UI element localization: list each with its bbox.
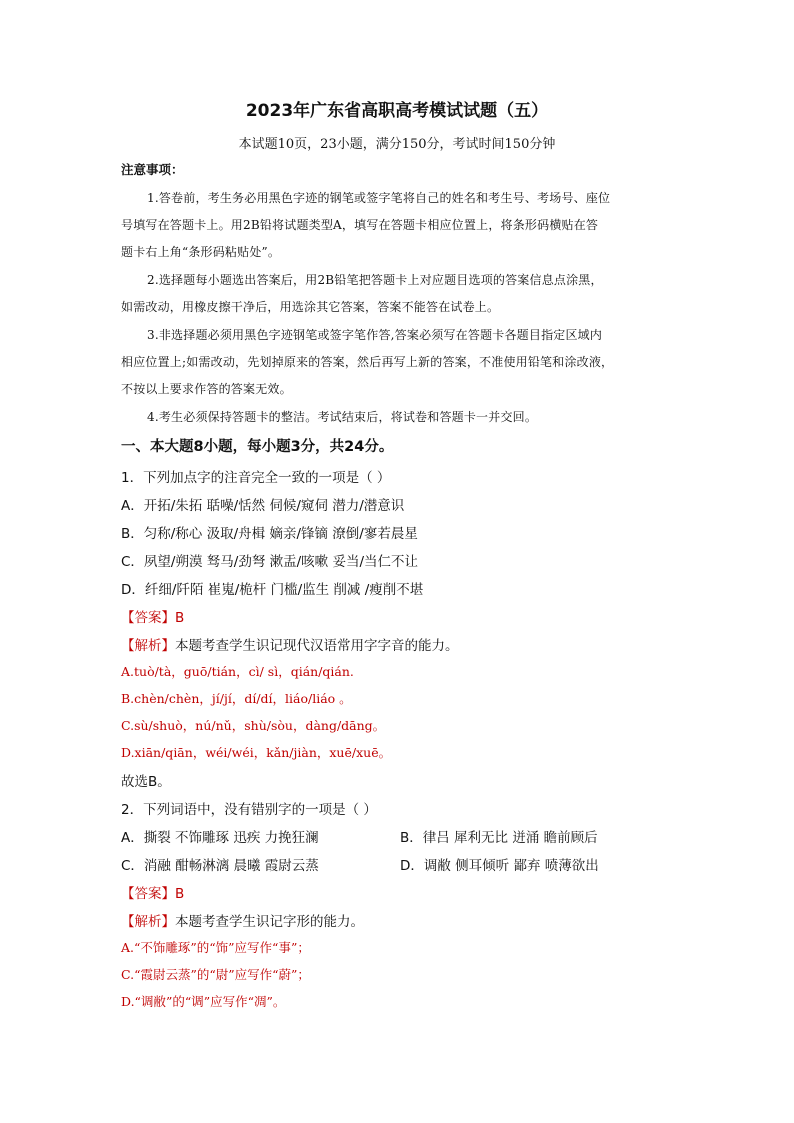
question-1-detail: D.xiān/qiān，wéi/wéi，kǎn/jiàn，xuē/xuē。 [121, 745, 392, 760]
analysis-text: 本题考查学生识记现代汉语常用字字音的能力。 [175, 638, 459, 654]
question-1-answer [121, 606, 184, 626]
question-1-option-b: B．匀称/称心 汲取/舟楫 嫡亲/锋镝 潦倒/寥若晨星 [121, 526, 418, 542]
notice-line: 不按以上要求作答的答案无效。 [121, 382, 292, 396]
question-2-stem: 2．下列词语中，没有错别字的一项是（ ） [121, 802, 377, 818]
notice-line: 1.答卷前，考生务必用黑色字迹的钢笔或签字笔将自己的姓名和考生号、考场号、座位 [147, 191, 611, 205]
page-title: 2023年广东省高职高考模试试题（五） [245, 101, 549, 121]
question-1-option-c: C．夙望/朔漠 驽马/劲弩 漱盂/咳嗽 妥当/当仁不让 [121, 554, 418, 570]
section-heading: 一、本大题8小题，每小题3分，共24分。 [121, 439, 394, 455]
answer-value: B [175, 610, 185, 626]
analysis-tag: 【解析】 [121, 638, 175, 654]
question-2-option-a: A．撕裂 不饰雕琢 迅疾 力挽狂澜 [121, 830, 319, 846]
question-1-stem: 1．下列加点字的注音完全一致的一项是（ ） [121, 470, 391, 486]
question-2-detail: A.“不饰雕琢”的“饰”应写作“事”； [121, 940, 310, 955]
question-2-detail: C.“霞尉云蒸”的“尉”应写作“蔚”； [121, 967, 310, 982]
notice-heading: 注意事项： [121, 162, 184, 177]
question-2-option-b: B．律吕 犀利无比 迸涌 瞻前顾后 [400, 830, 598, 846]
notice-line: 如需改动，用橡皮擦干净后，用选涂其它答案，答案不能答在试卷上。 [121, 300, 500, 314]
answer-value: B [175, 886, 185, 902]
notice-line: 2.选择题每小题选出答案后，用2B铅笔把答题卡上对应题目选项的答案信息点涂黑， [147, 273, 603, 287]
notice-line: 题卡右上角“条形码粘贴处”。 [121, 245, 281, 259]
question-1-detail: A.tuò/tà，guō/tián，cì/ sì，qián/qián. [121, 664, 354, 679]
notice-line: 4.考生必须保持答题卡的整洁。考试结束后，将试卷和答题卡一并交回。 [147, 410, 538, 424]
question-2-option-d: D．调敝 侧耳倾听 鄙弃 喷薄欲出 [400, 858, 599, 874]
analysis-tag: 【解析】 [121, 914, 175, 930]
question-2-answer [121, 882, 184, 902]
question-1-detail: B.chèn/chèn，jí/jí，dí/dí，liáo/liáo 。 [121, 691, 352, 706]
answer-tag: 【答案】 [121, 886, 175, 902]
question-1-analysis [121, 634, 459, 654]
question-1-option-d: D．纤细/阡陌 崔嵬/桅杆 门槛/监生 削减 /瘦削不堪 [121, 582, 424, 598]
notice-line: 相应位置上;如需改动，先划掉原来的答案，然后再写上新的答案，不准使用铅笔和涂改液， [121, 355, 614, 369]
question-2-detail: D.“调敝”的“调”应写作“凋”。 [121, 994, 286, 1009]
question-1-detail: C.sù/shuò，nú/nǔ，shù/sòu，dàng/dāng。 [121, 718, 386, 733]
analysis-text: 本题考查学生识记字形的能力。 [175, 914, 364, 930]
notice-line: 3.非选择题必须用黑色字迹钢笔或签字笔作答,答案必须写在答题卡各题目指定区域内 [147, 328, 603, 342]
question-1-conclusion: 故选B。 [121, 774, 171, 790]
question-1-option-a: A．开拓/朱拓 聒噪/恬然 伺候/窥伺 潜力/潜意识 [121, 498, 405, 514]
exam-info: 本试题10页，23小题，满分150分，考试时间150分钟 [238, 137, 556, 152]
answer-tag: 【答案】 [121, 610, 175, 626]
question-2-option-c: C．消融 酣畅淋漓 晨曦 霞尉云蒸 [121, 858, 319, 874]
question-2-analysis [121, 910, 364, 930]
notice-line: 号填写在答题卡上。用2B铅将试题类型A，填写在答题卡相应位置上，将条形码横贴在答 [121, 218, 599, 232]
